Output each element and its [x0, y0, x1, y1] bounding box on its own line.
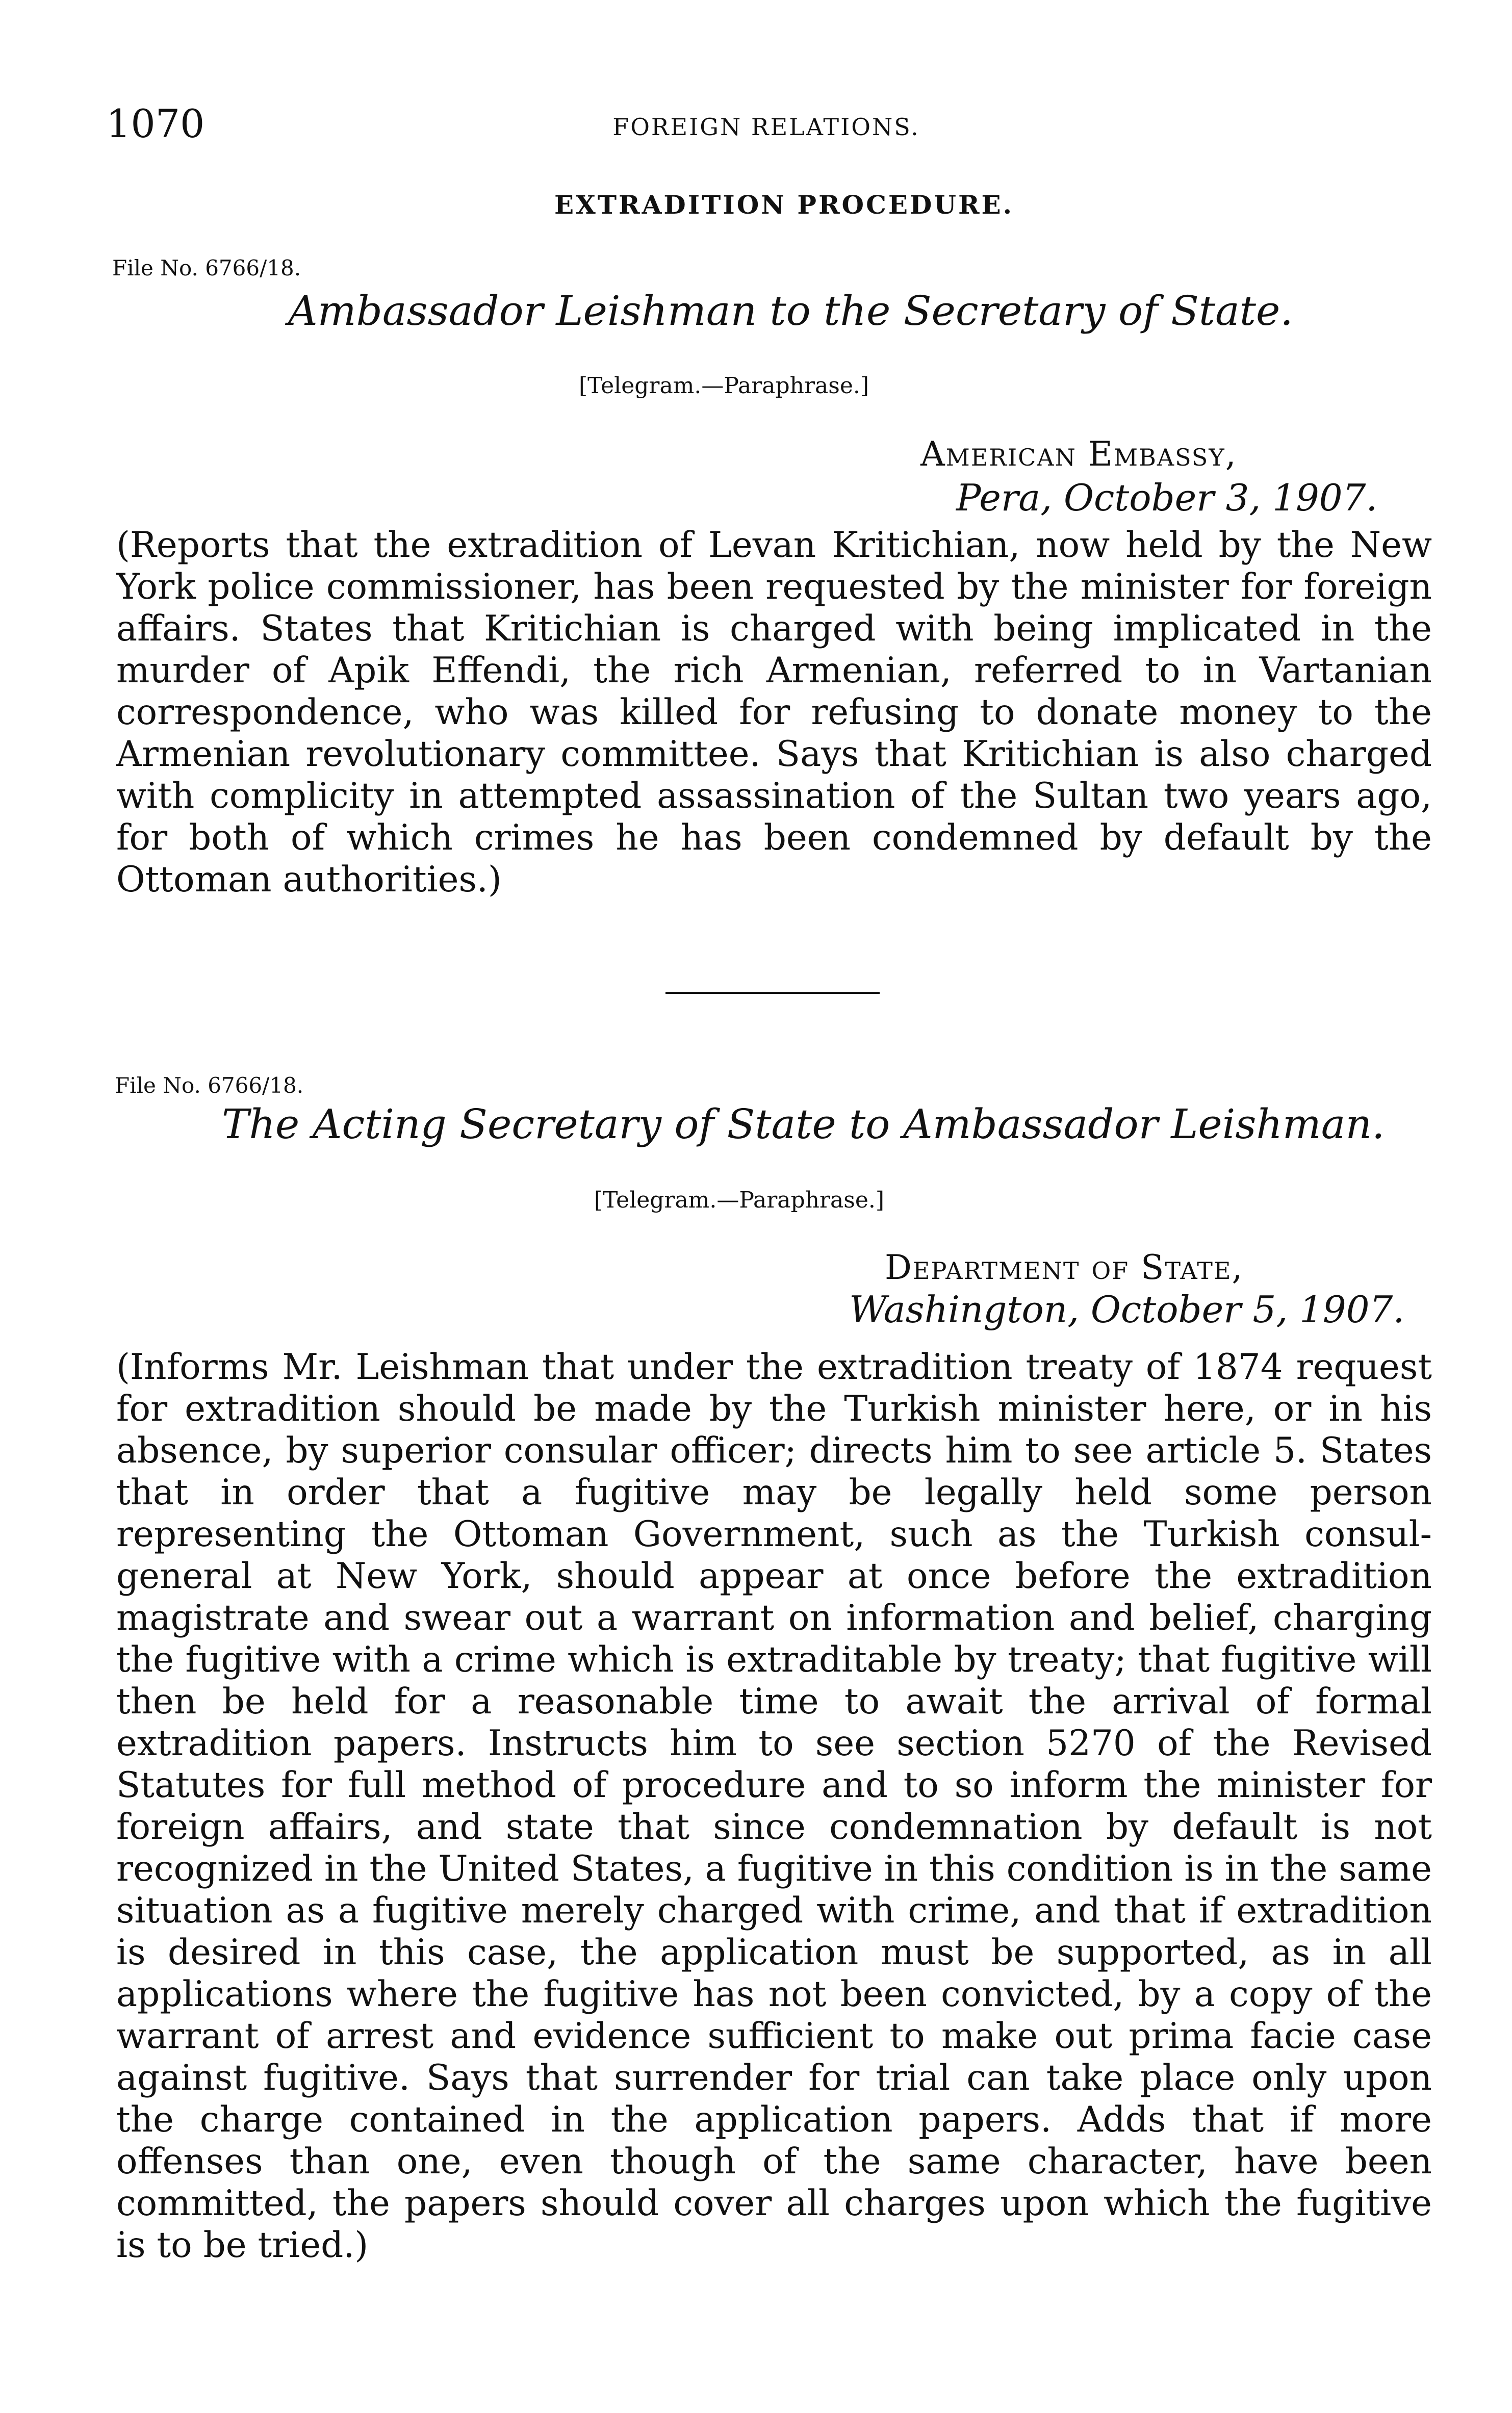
- file-number: File No. 6766/18.: [115, 1073, 304, 1098]
- document-heading: The Acting Secretary of State to Ambassador Leishman.: [222, 1100, 1385, 1148]
- sender-place: American Embassy,: [920, 434, 1237, 474]
- sender-date: Pera, October 3, 1907.: [956, 476, 1378, 519]
- document-body: (Informs Mr. Leishman that under the extradition treaty of 1874 request for extradition should be made by the Turkish minister here, or in his absence, by superior consular officer; directs him to see article 5. States that in order that a fugitive may be legally held some person representing the Ottoman Government, such as the Turkish consul-general at New York, should appear at once before the extradition magistrate and swear out a warrant on information and belief, charging the fugitive with a crime which is extraditable by treaty; that fugitive will then be held for a reasonable time to await the arrival of formal extradition papers. Instructs him to see section 5270 of the Revised Statutes for full method of procedure and to so inform the minister for foreign affairs, and state that since condemnation by default is not recognized in the United States, a fugitive in this condition is in the same situation as a fugitive merely charged with crime, and that if extradition is desired in this case, the application must be supported, as in all applications where the fugitive has not been convicted, by a copy of the warrant of arrest and evidence sufficient to make out prima facie case against fugitive. Says that surrender for trial can take place only upon the charge contained in the application papers. Adds that if more offenses than one, even though of the same character, have been committed, the papers should cover all charges upon which the fugitive is to be tried.): [116, 1347, 1432, 2266]
- section-title: EXTRADITION PROCEDURE.: [554, 190, 1014, 220]
- separator-rule: [665, 992, 880, 994]
- document-body: (Reports that the extradition of Levan Kritichian, now held by the New York police commissioner, has been requested by the minister for foreign affairs. States that Kritichian is charged with being implicated in the murder of Apik Effendi, the rich Armenian, referred to in Vartanian correspondence, who was killed for refusing to donate money to the Armenian revolutionary committee. Says that Kritichian is also charged with complicity in attempted assassination of the Sultan two years ago, for both of which crimes he has been condemned by default by the Ottoman authorities.): [116, 525, 1432, 900]
- telegram-note: [Telegram.—Paraphrase.]: [579, 373, 869, 399]
- telegram-note: [Telegram.—Paraphrase.]: [594, 1187, 885, 1213]
- sender-date: Washington, October 5, 1907.: [849, 1288, 1405, 1331]
- page-number: 1070: [106, 101, 205, 146]
- sender-place: Department of State,: [885, 1248, 1244, 1287]
- file-number: File No. 6766/18.: [112, 255, 301, 280]
- running-head: FOREIGN RELATIONS.: [612, 113, 920, 141]
- document-heading: Ambassador Leishman to the Secretary of State.: [288, 287, 1293, 335]
